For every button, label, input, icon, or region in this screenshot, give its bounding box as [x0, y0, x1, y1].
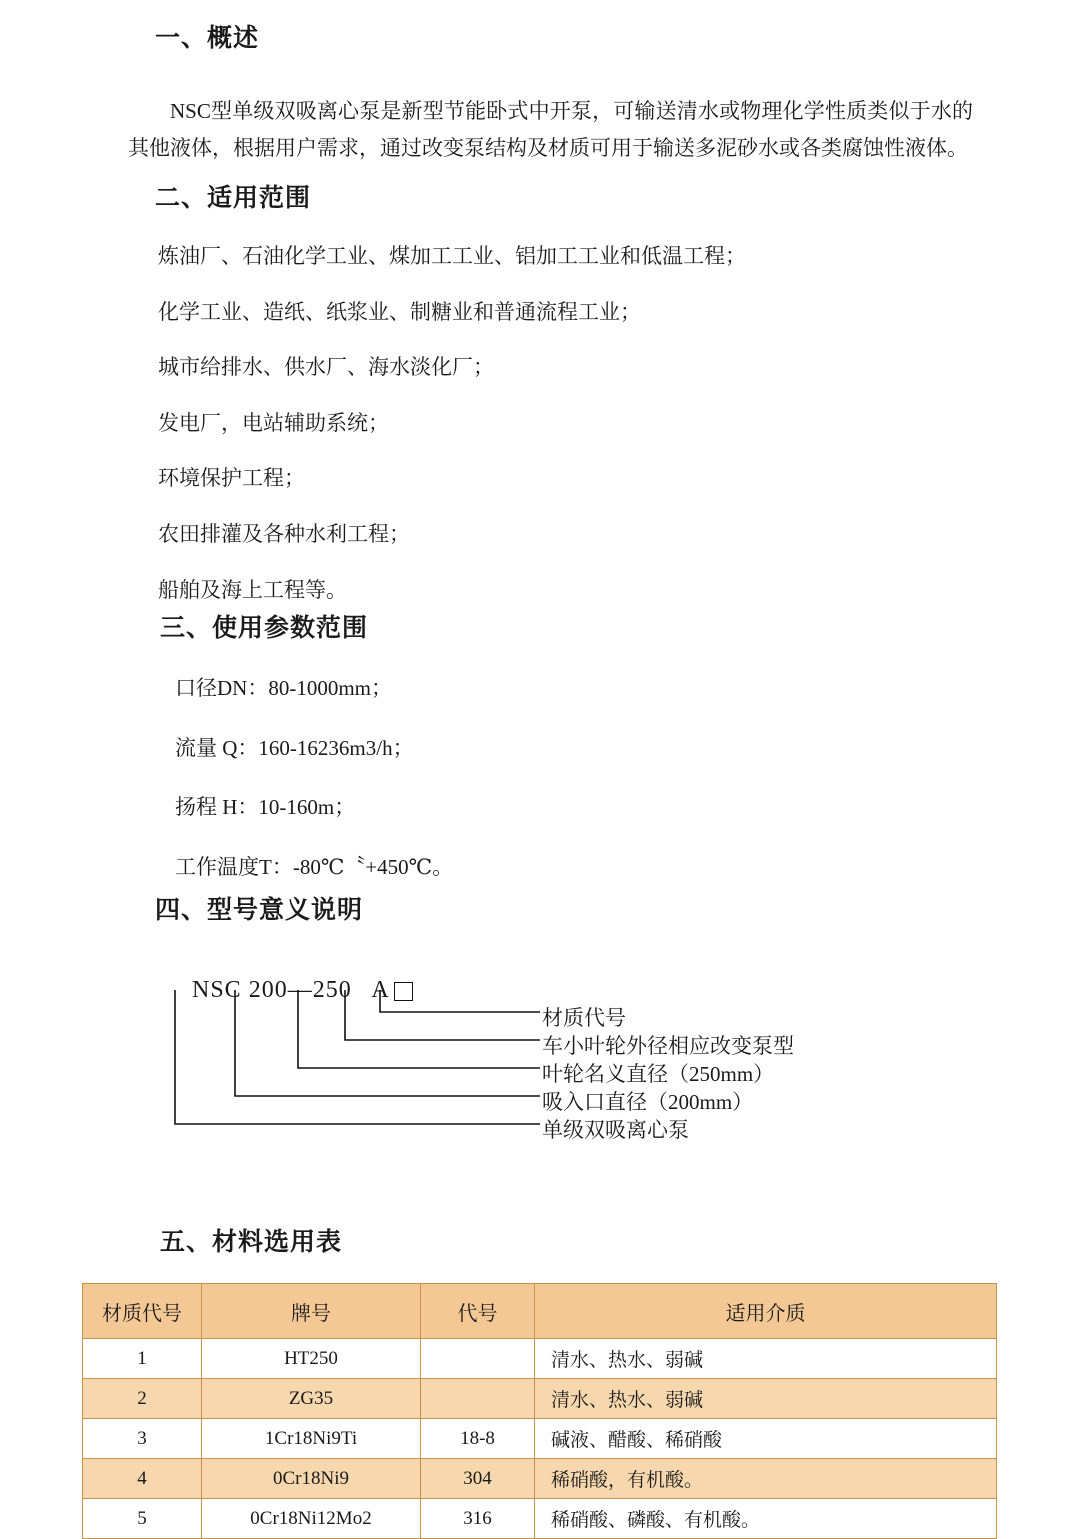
table-header-cell: 材质代号 [83, 1284, 202, 1339]
section-body-parameters [175, 672, 975, 910]
table-header-cell: 适用介质 [535, 1284, 997, 1339]
table-cell-brand: 0Cr18Ni12Mo2 [202, 1499, 421, 1539]
table-row [83, 1459, 997, 1499]
table-cell-brand: 0Cr18Ni9 [202, 1459, 421, 1499]
model-label: 单级双吸离心泵 [542, 1118, 689, 1142]
scope-item: 船舶及海上工程等。 [158, 577, 347, 602]
table-cell-media: 稀硝酸，有机酸。 [535, 1459, 997, 1499]
table-cell-symbol: 316 [421, 1499, 535, 1539]
parameter-item: 工作温度T：-80℃〝+450℃。 [175, 854, 454, 879]
model-code-text: NSC 200—250 A [192, 977, 390, 1003]
table-cell-brand: HT250 [202, 1339, 421, 1379]
scope-item: 城市给排水、供水厂、海水淡化厂； [158, 355, 494, 380]
material-selection-table [82, 1283, 997, 1539]
table-cell-media: 碱液、醋酸、稀硝酸 [535, 1419, 997, 1459]
model-designation-diagram [150, 950, 950, 1180]
section-heading-model: 四、型号意义说明 [155, 895, 364, 924]
table-cell-code: 3 [83, 1419, 202, 1459]
table-cell-code: 4 [83, 1459, 202, 1499]
overview-paragraph: NSC型单级双吸离心泵是新型节能卧式中开泵，可输送清水或物理化学性质类似于水的其他液体，根据用户需求，通过改变泵结构及材质可用于输送多泥砂水或各类腐蚀性液体。 [128, 99, 973, 160]
table-row [83, 1499, 997, 1539]
scope-item: 环境保护工程； [158, 466, 305, 491]
scope-item: 农田排灌及各种水利工程； [158, 521, 410, 546]
table-cell-symbol [421, 1379, 535, 1419]
model-label: 叶轮名义直径（250mm） [542, 1062, 775, 1086]
table-header-row [83, 1284, 997, 1339]
table-row [83, 1339, 997, 1379]
table-cell-code: 1 [83, 1339, 202, 1379]
table-cell-code: 2 [83, 1379, 202, 1419]
table-row [83, 1419, 997, 1459]
table-row [83, 1379, 997, 1419]
section-heading-scope: 二、适用范围 [155, 183, 312, 212]
parameter-item: 流量 Q：160-16236m3/h； [175, 735, 414, 760]
section-body-overview [128, 72, 973, 188]
model-label: 吸入口直径（200mm） [542, 1090, 754, 1114]
scope-item: 炼油厂、石油化学工业、煤加工工业、铝加工工业和低温工程； [158, 244, 746, 268]
parameter-item: 扬程 H：10-160m； [175, 795, 356, 820]
table-cell-brand: 1Cr18Ni9Ti [202, 1419, 421, 1459]
scope-item: 发电厂，电站辅助系统； [158, 410, 389, 435]
table-cell-media: 清水、热水、弱碱 [535, 1379, 997, 1419]
section-body-scope [158, 240, 978, 629]
table-cell-symbol: 304 [421, 1459, 535, 1499]
table-cell-symbol: 18-8 [421, 1419, 535, 1459]
table-header-cell: 代号 [421, 1284, 535, 1339]
table-header-cell: 牌号 [202, 1284, 421, 1339]
table-cell-media: 清水、热水、弱碱 [535, 1339, 997, 1379]
section-heading-overview: 一、概述 [155, 23, 260, 52]
parameter-item: 口径DN：80-1000mm； [175, 676, 392, 700]
table-cell-brand: ZG35 [202, 1379, 421, 1419]
model-label: 材质代号 [542, 1006, 626, 1030]
table-cell-symbol [421, 1339, 535, 1379]
table-cell-code: 5 [83, 1499, 202, 1539]
section-heading-material: 五、材料选用表 [160, 1227, 343, 1256]
section-heading-parameters: 三、使用参数范围 [160, 613, 369, 642]
model-label: 车小叶轮外径相应改变泵型 [542, 1034, 794, 1058]
material-table-wrapper [82, 1283, 997, 1539]
scope-item: 化学工业、造纸、纸浆业、制糖业和普通流程工业； [158, 299, 641, 324]
table-cell-media: 稀硝酸、磷酸、有机酸。 [535, 1499, 997, 1539]
